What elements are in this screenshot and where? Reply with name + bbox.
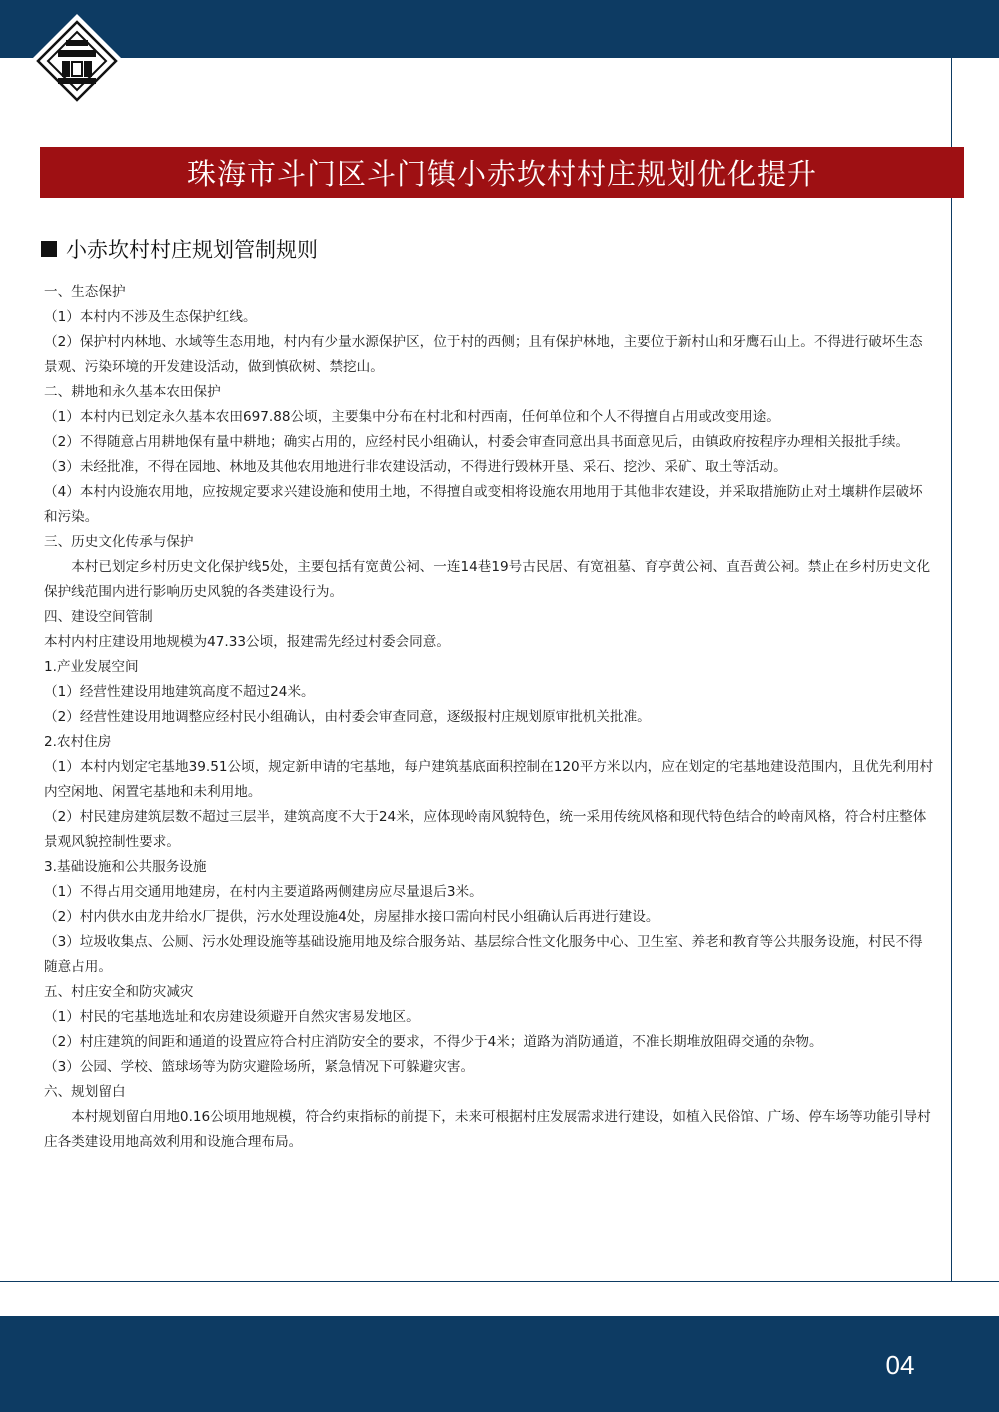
content-paragraph: 二、耕地和永久基本农田保护 [44,384,221,400]
content-paragraph: 三、历史文化传承与保护 [44,534,194,550]
section-heading-text: 小赤坎村村庄规划管制规则 [66,238,318,262]
section-heading [41,234,318,264]
content-paragraph: （2）村庄建筑的间距和通道的设置应符合村庄消防安全的要求，不得少于4米；道路为消防通道，不准长期堆放阻碍交通的杂物。 [44,1034,823,1050]
footer-rule [0,1281,999,1282]
content-paragraph: （3）未经批准，不得在园地、林地及其他农用地进行非农建设活动，不得进行毁林开垦、采石、挖沙、采矿、取土等活动。 [44,459,787,475]
content-paragraph: （3）公园、学校、篮球场等为防灾避险场所，紧急情况下可躲避灾害。 [44,1059,475,1075]
header-rule [0,57,999,58]
content-paragraph: （4）本村内设施农用地，应按规定要求兴建设施和使用土地，不得擅自或变相将设施农用地用于其他非农建设，并采取措施防止对土壤耕作层破坏和污染。 [44,484,923,525]
content-paragraph: （2）经营性建设用地调整应经村民小组确认，由村委会审查同意，逐级报村庄规划原审批机关批准。 [44,709,651,725]
right-margin-rule-top [951,57,952,147]
content-paragraph: （1）本村内不涉及生态保护红线。 [44,309,257,325]
content-paragraph: 本村内村庄建设用地规模为47.33公顷，报建需先经过村委会同意。 [44,634,450,650]
right-margin-rule [951,198,952,1282]
content-paragraph: （2）村内供水由龙井给水厂提供，污水处理设施4处，房屋排水接口需向村民小组确认后再进行建设。 [44,909,660,925]
content-paragraph: 本村规划留白用地0.16公顷用地规模，符合约束指标的前提下，未来可根据村庄发展需求进行建设，如植入民俗馆、广场、停车场等功能引导村庄各类建设用地高效利用和设施合理布局。 [44,1109,931,1150]
content-paragraph: （2）保护村内林地、水域等生态用地，村内有少量水源保护区，位于村的西侧；且有保护林地，主要位于新村山和牙鹰石山上。不得进行破坏生态景观、污染环境的开发建设活动，做到慎砍树、禁挖山。 [44,334,923,375]
content-paragraph: （3）垃圾收集点、公厕、污水处理设施等基础设施用地及综合服务站、基层综合性文化服务中心、卫生室、养老和教育等公共服务设施，村民不得随意占用。 [44,934,923,975]
content-paragraph: 2.农村住房 [44,734,112,750]
content-paragraph: （2）村民建房建筑层数不超过三层半，建筑高度不大于24米，应体现岭南风貌特色，统一采用传统风格和现代特色结合的岭南风格，符合村庄整体景观风貌控制性要求。 [44,809,927,850]
diamond-emblem-icon [28,12,126,110]
content-paragraph: 本村已划定乡村历史文化保护线5处，主要包括有宽黄公祠、一连14巷19号古民居、有宽祖墓、育亭黄公祠、直吾黄公祠。禁止在乡村历史文化保护线范围内进行影响历史风貌的各类建设行为。 [44,559,931,600]
content-paragraph: （1）本村内已划定永久基本农田697.88公顷，主要集中分布在村北和村西南，任何单位和个人不得擅自占用或改变用途。 [44,409,780,425]
title-bar [40,147,964,198]
header-band [0,0,999,57]
page-number: 04 [885,1350,915,1380]
footer-band [0,1316,999,1412]
content-paragraph: （1）本村内划定宅基地39.51公顷，规定新申请的宅基地，每户建筑基底面积控制在120平方米以内，应在划定的宅基地建设范围内，且优先利用村内空闲地、闲置宅基地和未利用地。 [44,759,934,800]
content-paragraph: （1）不得占用交通用地建房，在村内主要道路两侧建房应尽量退后3米。 [44,884,483,900]
content-paragraph: 四、建设空间管制 [44,609,153,625]
content-paragraph: 六、规划留白 [44,1084,126,1100]
content-paragraph: 五、村庄安全和防灾减灾 [44,984,194,1000]
content-paragraph: 一、生态保护 [44,284,126,300]
rules-content [44,280,936,1155]
content-paragraph: （1）村民的宅基地选址和农房建设须避开自然灾害易发地区。 [44,1009,420,1025]
content-paragraph: （1）经营性建设用地建筑高度不超过24米。 [44,684,315,700]
content-paragraph: 3.基础设施和公共服务设施 [44,859,207,875]
page-title: 珠海市斗门区斗门镇小赤坎村村庄规划优化提升 [186,157,817,191]
square-bullet-icon [41,241,57,257]
content-paragraph: 1.产业发展空间 [44,659,139,675]
content-paragraph: （2）不得随意占用耕地保有量中耕地；确实占用的，应经村民小组确认，村委会审查同意出具书面意见后，由镇政府按程序办理相关报批手续。 [44,434,910,450]
